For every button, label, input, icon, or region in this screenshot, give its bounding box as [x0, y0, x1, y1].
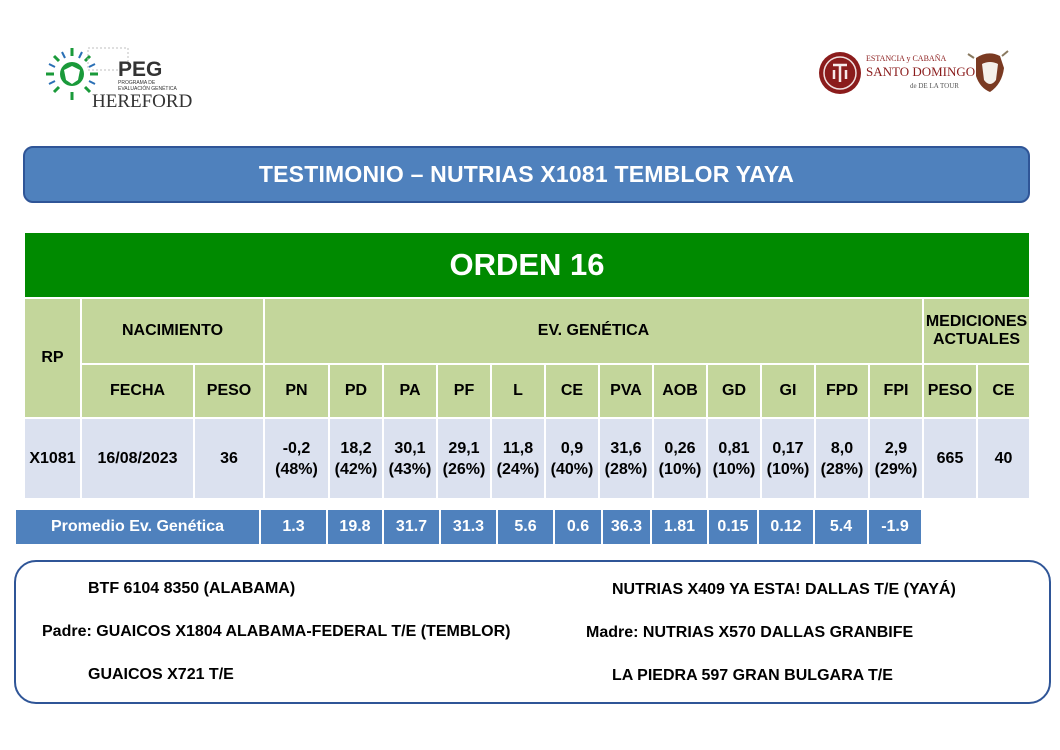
ev-value: 2,9 [884, 439, 908, 457]
ev-pct: (28%) [604, 460, 648, 478]
page-title: TESTIMONIO – NUTRIAS X1081 TEMBLOR YAYA [258, 161, 795, 187]
estancia-line1: ESTANCIA y CABAÑA [866, 54, 947, 63]
ev-col-header: PA [383, 364, 437, 418]
ev-cell [437, 418, 491, 499]
ev-cell [869, 418, 923, 499]
fecha-header: FECHA [81, 364, 194, 418]
ev-pct: (40%) [550, 460, 594, 478]
ev-value: -0,2 [282, 439, 311, 457]
fecha-cell: 16/08/2023 [81, 418, 194, 499]
promedio-label: Promedio Ev. Genética [16, 510, 259, 544]
paternal-grandsire: BTF 6104 8350 (ALABAMA) [88, 580, 296, 597]
mediciones-header: MEDICIONES ACTUALES [923, 298, 1030, 364]
ev-genetica-header: EV. GENÉTICA [264, 298, 923, 364]
ev-value: 0,26 [664, 439, 696, 457]
peg-hereford-logo [44, 44, 204, 112]
peg-subtitle-2: EVALUACIÓN GENÉTICA [118, 86, 177, 92]
ev-pct: (10%) [766, 460, 810, 478]
ev-pct: (26%) [442, 460, 486, 478]
dam: Madre: NUTRIAS X570 DALLAS GRANBIFE [586, 624, 914, 641]
estancia-line3: de DE LA TOUR [910, 82, 959, 90]
ev-col-header: PF [437, 364, 491, 418]
sun-icon [46, 48, 98, 100]
estancia-line2: SANTO DOMINGO [866, 64, 976, 79]
promedio-value: 31.7 [384, 510, 439, 544]
med-ce-cell: 40 [977, 418, 1030, 499]
ev-col-header: PVA [599, 364, 653, 418]
brand-seal-icon [819, 52, 861, 94]
ev-pct: (24%) [496, 460, 540, 478]
ev-value: 11,8 [502, 439, 534, 457]
promedio-value: 0.6 [555, 510, 601, 544]
promedio-value: 31.3 [441, 510, 496, 544]
ev-pct: (48%) [275, 460, 318, 478]
ev-value: 0,81 [718, 439, 750, 457]
promedio-value: 1.3 [261, 510, 326, 544]
ev-col-header: CE [545, 364, 599, 418]
peg-text: PEG [118, 58, 163, 81]
maternal-granddam: LA PIEDRA 597 GRAN BULGARA T/E [612, 667, 893, 684]
santo-domingo-logo [818, 48, 1018, 100]
med-peso-cell: 665 [923, 418, 977, 499]
promedio-value: 5.4 [815, 510, 867, 544]
ev-col-header: FPD [815, 364, 869, 418]
ev-cell [264, 418, 329, 499]
ev-pct: (10%) [712, 460, 756, 478]
hereford-text: HEREFORD [92, 91, 193, 112]
ev-pct: (42%) [334, 460, 378, 478]
ev-cell [707, 418, 761, 499]
ev-value: 8,0 [830, 439, 854, 457]
ev-col-header: PN [264, 364, 329, 418]
med-col-header: PESO [923, 364, 977, 418]
rp-cell: X1081 [24, 418, 81, 499]
evaluation-table [23, 231, 1031, 500]
pedigree-box [14, 560, 1051, 704]
promedio-value: 1.81 [652, 510, 707, 544]
promedio-row [16, 510, 923, 544]
ev-cell [815, 418, 869, 499]
rp-header: RP [24, 298, 81, 418]
ev-cell [491, 418, 545, 499]
ev-cell [383, 418, 437, 499]
peg-subtitle-1: PROGRAMA DE [118, 80, 156, 86]
promedio-value: 19.8 [328, 510, 382, 544]
ev-cell [599, 418, 653, 499]
ev-col-header: GD [707, 364, 761, 418]
ev-cell [653, 418, 707, 499]
ev-value: 30,1 [394, 439, 426, 457]
nacimiento-header: NACIMIENTO [81, 298, 264, 364]
promedio-value: 0.12 [759, 510, 813, 544]
ev-pct: (29%) [874, 460, 918, 478]
paternal-granddam: GUAICOS X721 T/E [88, 666, 234, 683]
ev-col-header: AOB [653, 364, 707, 418]
ev-cell [545, 418, 599, 499]
med-col-header: CE [977, 364, 1030, 418]
peso-cell: 36 [194, 418, 264, 499]
ev-value: 18,2 [340, 439, 372, 457]
ev-col-header: FPI [869, 364, 923, 418]
promedio-value: 36.3 [603, 510, 650, 544]
peso-header: PESO [194, 364, 264, 418]
ev-value: 31,6 [610, 439, 642, 457]
ev-col-header: PD [329, 364, 383, 418]
title-banner [23, 146, 1030, 203]
ev-value: 29,1 [448, 439, 480, 457]
promedio-value: 0.15 [709, 510, 757, 544]
ev-cell [761, 418, 815, 499]
table-row [24, 418, 1030, 499]
ev-pct: (28%) [820, 460, 864, 478]
ev-cell [329, 418, 383, 499]
ev-value: 0,17 [772, 439, 804, 457]
promedio-value: -1.9 [869, 510, 921, 544]
orden-header: ORDEN 16 [24, 232, 1030, 298]
ev-pct: (43%) [388, 460, 432, 478]
sire: Padre: GUAICOS X1804 ALABAMA-FEDERAL T/E (TEMBLOR) [42, 623, 511, 640]
ev-pct: (10%) [658, 460, 702, 478]
ev-value: 0,9 [560, 439, 584, 457]
ev-col-header: L [491, 364, 545, 418]
maternal-grandsire: NUTRIAS X409 YA ESTA! DALLAS T/E (YAYÁ) [612, 581, 956, 598]
ev-col-header: GI [761, 364, 815, 418]
promedio-value: 5.6 [498, 510, 553, 544]
